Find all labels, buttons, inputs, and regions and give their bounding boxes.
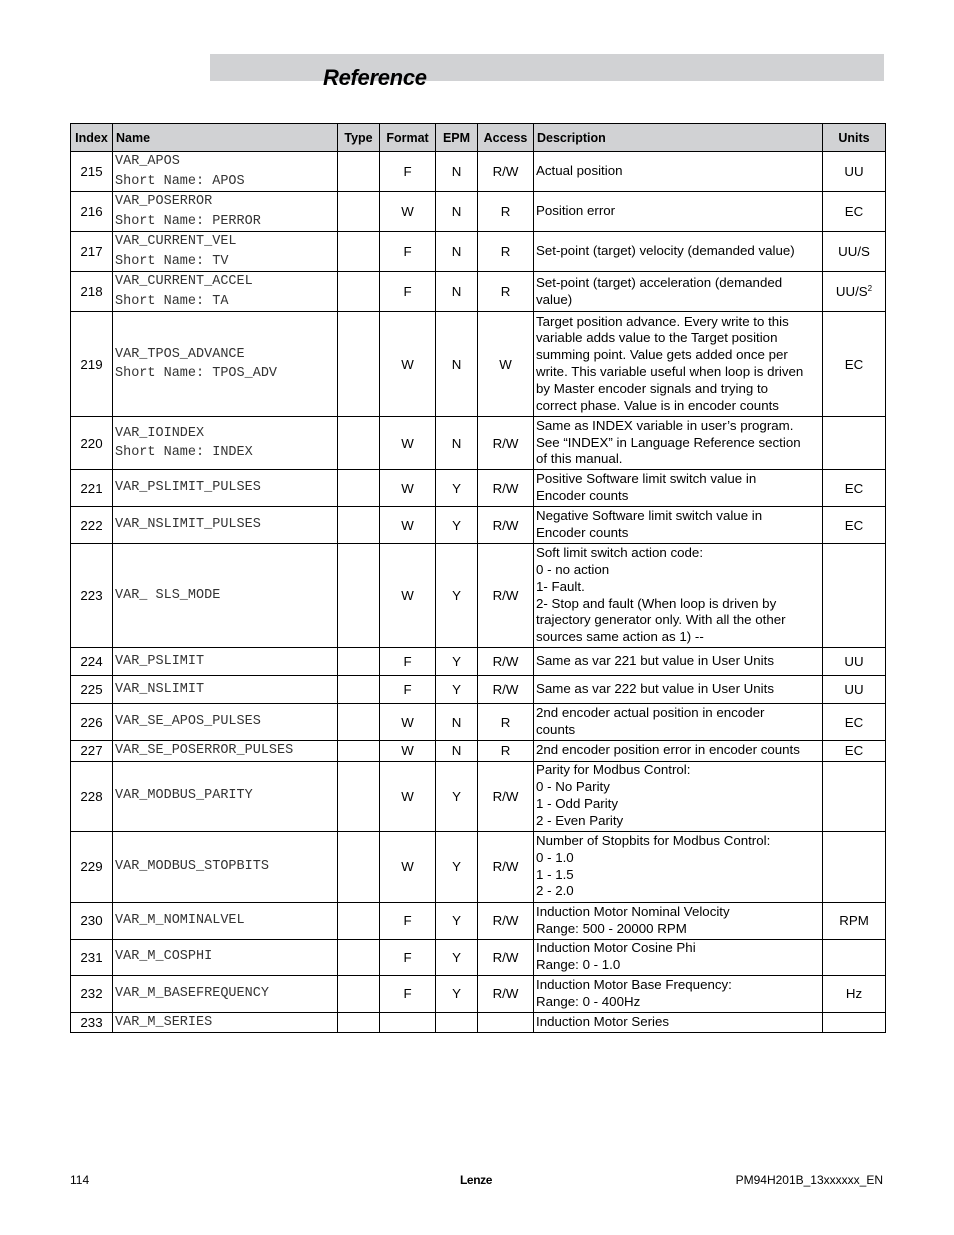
variables-table: [70, 123, 886, 1033]
table-row: [71, 902, 886, 939]
cell-access: R/W: [478, 544, 534, 648]
cell-index: 230: [71, 902, 113, 939]
cell-access: R/W: [478, 676, 534, 704]
cell-units: UU: [823, 152, 886, 192]
cell-name: VAR_SE_APOS_PULSES: [113, 704, 338, 741]
table-row: [71, 470, 886, 507]
table-body: [71, 152, 886, 1033]
cell-units: EC: [823, 192, 886, 232]
cell-units: RPM: [823, 902, 886, 939]
cell-access: R: [478, 232, 534, 272]
cell-description: Target position advance. Every write to this variable adds value to the Target position summing point. Value gets added once per write. This variable useful when loop is driven by Master encoder signals and trying to correct phase. Value is in encoder counts: [534, 312, 823, 417]
cell-format: F: [380, 676, 436, 704]
cell-type: [338, 470, 380, 507]
units-superscript: 2: [867, 284, 873, 293]
cell-access: R/W: [478, 975, 534, 1012]
cell-description: Soft limit switch action code: 0 - no action 1- Fault. 2- Stop and fault (When loop is driven by trajectory generator only. With all the other sources same action as 1) --: [534, 544, 823, 648]
cell-epm: Y: [436, 507, 478, 544]
column-header-description: Description: [534, 124, 823, 152]
column-header-units: Units: [823, 124, 886, 152]
cell-units: [823, 939, 886, 975]
cell-name: VAR_NSLIMIT_PULSES: [113, 507, 338, 544]
cell-index: 227: [71, 741, 113, 762]
cell-epm: Y: [436, 831, 478, 902]
cell-description: Set-point (target) acceleration (demanded value): [534, 272, 823, 312]
cell-name: VAR_APOS Short Name: APOS: [113, 152, 338, 192]
cell-format: F: [380, 152, 436, 192]
column-header-format: Format: [380, 124, 436, 152]
cell-name: VAR_TPOS_ADVANCE Short Name: TPOS_ADV: [113, 312, 338, 417]
cell-type: [338, 232, 380, 272]
cell-units: UU: [823, 648, 886, 676]
cell-type: [338, 272, 380, 312]
cell-epm: Y: [436, 975, 478, 1012]
cell-epm: Y: [436, 544, 478, 648]
cell-type: [338, 544, 380, 648]
column-header-name: Name: [113, 124, 338, 152]
cell-format: W: [380, 741, 436, 762]
cell-units: [823, 417, 886, 470]
cell-name: VAR_M_SERIES: [113, 1012, 338, 1033]
cell-description: Actual position: [534, 152, 823, 192]
cell-name: VAR_ SLS_MODE: [113, 544, 338, 648]
cell-index: 233: [71, 1012, 113, 1033]
cell-units: $UU/S^2$: [823, 272, 886, 312]
cell-units: [823, 1012, 886, 1033]
column-header-access: Access: [478, 124, 534, 152]
cell-index: 224: [71, 648, 113, 676]
cell-epm: Y: [436, 676, 478, 704]
cell-name: VAR_M_COSPHI: [113, 939, 338, 975]
cell-format: W: [380, 312, 436, 417]
cell-access: R: [478, 192, 534, 232]
cell-units: Hz: [823, 975, 886, 1012]
cell-index: 221: [71, 470, 113, 507]
column-header-epm: EPM: [436, 124, 478, 152]
cell-name: VAR_M_BASEFREQUENCY: [113, 975, 338, 1012]
cell-index: 215: [71, 152, 113, 192]
cell-format: F: [380, 232, 436, 272]
cell-name: VAR_MODBUS_PARITY: [113, 761, 338, 831]
cell-index: 223: [71, 544, 113, 648]
table-row: [71, 272, 886, 312]
table-row: [71, 544, 886, 648]
document-id: PM94H201B_13xxxxxx_EN: [735, 1173, 883, 1187]
cell-description: Induction Motor Cosine Phi Range: 0 - 1.0: [534, 939, 823, 975]
cell-epm: Y: [436, 939, 478, 975]
cell-access: W: [478, 312, 534, 417]
column-header-index: Index: [71, 124, 113, 152]
cell-units: EC: [823, 741, 886, 762]
cell-format: F: [380, 648, 436, 676]
cell-epm: N: [436, 741, 478, 762]
table-row: [71, 1012, 886, 1033]
cell-description: Set-point (target) velocity (demanded value): [534, 232, 823, 272]
page-number: 114: [70, 1173, 90, 1187]
table-row: [71, 152, 886, 192]
cell-description: Negative Software limit switch value in Encoder counts: [534, 507, 823, 544]
cell-format: F: [380, 272, 436, 312]
cell-name: VAR_PSLIMIT_PULSES: [113, 470, 338, 507]
cell-format: W: [380, 761, 436, 831]
table-row: [71, 704, 886, 741]
cell-type: [338, 761, 380, 831]
cell-access: R/W: [478, 648, 534, 676]
cell-index: 219: [71, 312, 113, 417]
table-row: [71, 831, 886, 902]
cell-type: [338, 741, 380, 762]
table-row: [71, 741, 886, 762]
cell-index: 226: [71, 704, 113, 741]
cell-epm: N: [436, 312, 478, 417]
cell-description: Same as var 221 but value in User Units: [534, 648, 823, 676]
cell-name: VAR_PSLIMIT: [113, 648, 338, 676]
cell-description: 2nd encoder position error in encoder counts: [534, 741, 823, 762]
cell-epm: Y: [436, 648, 478, 676]
cell-access: R/W: [478, 417, 534, 470]
cell-epm: Y: [436, 902, 478, 939]
table-row: [71, 192, 886, 232]
cell-access: R: [478, 272, 534, 312]
cell-type: [338, 192, 380, 232]
cell-format: F: [380, 939, 436, 975]
cell-epm: Y: [436, 761, 478, 831]
table-row: [71, 939, 886, 975]
cell-access: R/W: [478, 902, 534, 939]
table-row: [71, 232, 886, 272]
cell-description: Number of Stopbits for Modbus Control: 0 - 1.0 1 - 1.5 2 - 2.0: [534, 831, 823, 902]
table-row: [71, 507, 886, 544]
cell-access: R/W: [478, 152, 534, 192]
cell-index: 232: [71, 975, 113, 1012]
cell-access: [478, 1012, 534, 1033]
cell-units: EC: [823, 312, 886, 417]
cell-epm: N: [436, 417, 478, 470]
cell-epm: N: [436, 272, 478, 312]
cell-type: [338, 902, 380, 939]
header-band: [210, 54, 884, 81]
cell-type: [338, 939, 380, 975]
cell-access: R/W: [478, 761, 534, 831]
cell-name: VAR_SE_POSERROR_PULSES: [113, 741, 338, 762]
cell-format: W: [380, 417, 436, 470]
cell-units: EC: [823, 470, 886, 507]
cell-type: [338, 676, 380, 704]
cell-units: [823, 761, 886, 831]
cell-index: 220: [71, 417, 113, 470]
cell-epm: N: [436, 152, 478, 192]
cell-index: 225: [71, 676, 113, 704]
cell-description: Induction Motor Series: [534, 1012, 823, 1033]
cell-access: R/W: [478, 470, 534, 507]
table-row: [71, 676, 886, 704]
cell-type: [338, 312, 380, 417]
cell-units: EC: [823, 704, 886, 741]
cell-index: 228: [71, 761, 113, 831]
cell-units: [823, 831, 886, 902]
cell-description: Position error: [534, 192, 823, 232]
cell-index: 217: [71, 232, 113, 272]
cell-epm: N: [436, 192, 478, 232]
cell-epm: Y: [436, 470, 478, 507]
cell-format: W: [380, 704, 436, 741]
cell-format: W: [380, 470, 436, 507]
section-title: Reference: [323, 65, 427, 90]
table-row: [71, 648, 886, 676]
cell-access: R: [478, 704, 534, 741]
cell-name: VAR_CURRENT_VEL Short Name: TV: [113, 232, 338, 272]
cell-index: 229: [71, 831, 113, 902]
column-header-type: Type: [338, 124, 380, 152]
cell-type: [338, 417, 380, 470]
cell-type: [338, 1012, 380, 1033]
cell-format: [380, 1012, 436, 1033]
cell-format: W: [380, 544, 436, 648]
cell-type: [338, 831, 380, 902]
cell-description: Induction Motor Base Frequency: Range: 0 - 400Hz: [534, 975, 823, 1012]
cell-name: VAR_M_NOMINALVEL: [113, 902, 338, 939]
table-row: [71, 417, 886, 470]
cell-type: [338, 975, 380, 1012]
cell-format: F: [380, 902, 436, 939]
brand-logo-text: Lenze: [460, 1173, 493, 1187]
table-row: [71, 975, 886, 1012]
cell-index: 216: [71, 192, 113, 232]
table-row: [71, 761, 886, 831]
cell-units: [823, 544, 886, 648]
cell-units: UU: [823, 676, 886, 704]
cell-access: R/W: [478, 831, 534, 902]
cell-description: 2nd encoder actual position in encoder counts: [534, 704, 823, 741]
cell-description: Same as var 222 but value in User Units: [534, 676, 823, 704]
cell-units: UU/S: [823, 232, 886, 272]
cell-format: F: [380, 975, 436, 1012]
cell-access: R: [478, 741, 534, 762]
cell-units: EC: [823, 507, 886, 544]
cell-name: VAR_MODBUS_STOPBITS: [113, 831, 338, 902]
cell-description: Induction Motor Nominal Velocity Range: 500 - 20000 RPM: [534, 902, 823, 939]
cell-type: [338, 152, 380, 192]
cell-name: VAR_NSLIMIT: [113, 676, 338, 704]
cell-format: W: [380, 192, 436, 232]
cell-epm: N: [436, 232, 478, 272]
cell-description: Positive Software limit switch value in Encoder counts: [534, 470, 823, 507]
cell-index: 222: [71, 507, 113, 544]
cell-epm: N: [436, 704, 478, 741]
cell-epm: [436, 1012, 478, 1033]
cell-description: Parity for Modbus Control: 0 - No Parity 1 - Odd Parity 2 - Even Parity: [534, 761, 823, 831]
cell-format: W: [380, 507, 436, 544]
cell-index: 231: [71, 939, 113, 975]
cell-access: R/W: [478, 939, 534, 975]
cell-index: 218: [71, 272, 113, 312]
cell-name: VAR_CURRENT_ACCEL Short Name: TA: [113, 272, 338, 312]
cell-type: [338, 507, 380, 544]
table-header-row: [71, 124, 886, 152]
cell-access: R/W: [478, 507, 534, 544]
cell-type: [338, 648, 380, 676]
cell-format: W: [380, 831, 436, 902]
cell-name: VAR_IOINDEX Short Name: INDEX: [113, 417, 338, 470]
cell-type: [338, 704, 380, 741]
table-row: [71, 312, 886, 417]
cell-description: Same as INDEX variable in user’s program. See “INDEX” in Language Reference section of this manual.: [534, 417, 823, 470]
cell-name: VAR_POSERROR Short Name: PERROR: [113, 192, 338, 232]
